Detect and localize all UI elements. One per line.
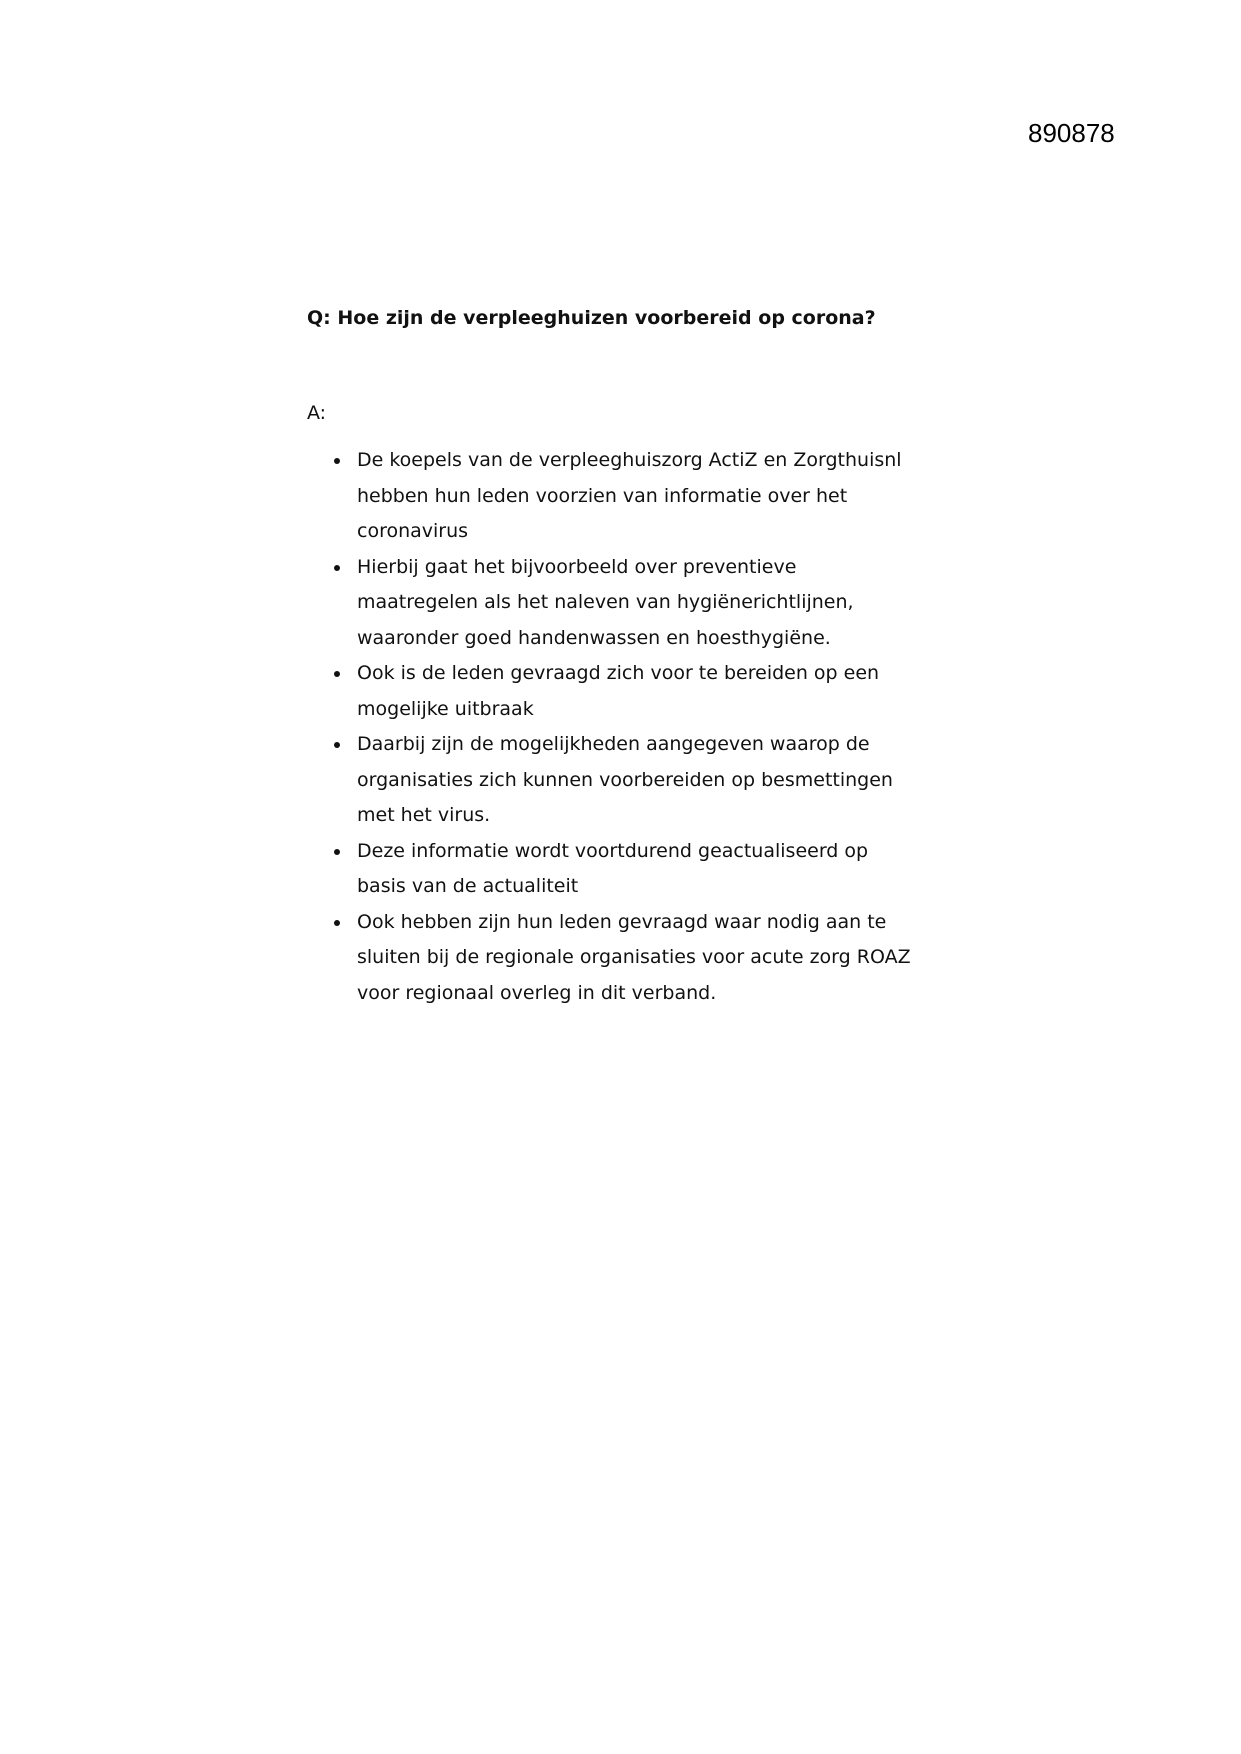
- answer-line: basis van de actualiteit: [357, 875, 579, 897]
- answer-line: met het virus.: [357, 804, 491, 826]
- bullet-icon: [334, 671, 340, 677]
- answer-line: Ook is de leden gevraagd zich voor te bereiden op een: [357, 662, 880, 684]
- answer-line: Hierbij gaat het bijvoorbeeld over preventieve: [357, 555, 797, 578]
- question-heading: Q: Hoe zijn de verpleeghuizen voorbereid op corona?: [307, 307, 876, 329]
- answer-line: waaronder goed handenwassen en hoesthygiëne.: [357, 626, 831, 649]
- answer-line: Ook hebben zijn hun leden gevraagd waar nodig aan te: [357, 910, 887, 933]
- answer-list-item: [357, 834, 957, 905]
- answer-list-item: [357, 727, 957, 834]
- answer-list-item: [357, 905, 957, 1012]
- answer-line: coronavirus: [357, 520, 469, 542]
- answer-list: [357, 443, 957, 1011]
- answer-line: voor regionaal overleg in dit verband.: [357, 981, 717, 1004]
- answer-line: sluiten bij de regionale organisaties voor acute zorg ROAZ: [357, 946, 911, 968]
- answer-line: organisaties zich kunnen voorbereiden op besmettingen: [357, 768, 893, 791]
- answer-list-item: [357, 550, 957, 657]
- document-number: 890878: [1028, 118, 1115, 148]
- answer-line: Deze informatie wordt voortdurend geactualiseerd op: [357, 839, 869, 862]
- answer-line: hebben hun leden voorzien van informatie over het: [357, 484, 848, 507]
- bullet-icon: [334, 849, 340, 855]
- answer-label: A:: [307, 402, 327, 424]
- bullet-icon: [334, 742, 340, 748]
- answer-list-item: [357, 443, 957, 550]
- bullet-icon: [334, 565, 340, 571]
- answer-list-item: [357, 656, 957, 727]
- answer-line: mogelijke uitbraak: [357, 697, 534, 720]
- bullet-icon: [334, 920, 340, 926]
- answer-line: Daarbij zijn de mogelijkheden aangegeven waarop de: [357, 733, 870, 755]
- answer-line: De koepels van de verpleeghuiszorg ActiZ en Zorgthuisnl: [357, 449, 902, 471]
- bullet-icon: [334, 458, 340, 464]
- answer-line: maatregelen als het naleven van hygiënerichtlijnen,: [357, 591, 854, 613]
